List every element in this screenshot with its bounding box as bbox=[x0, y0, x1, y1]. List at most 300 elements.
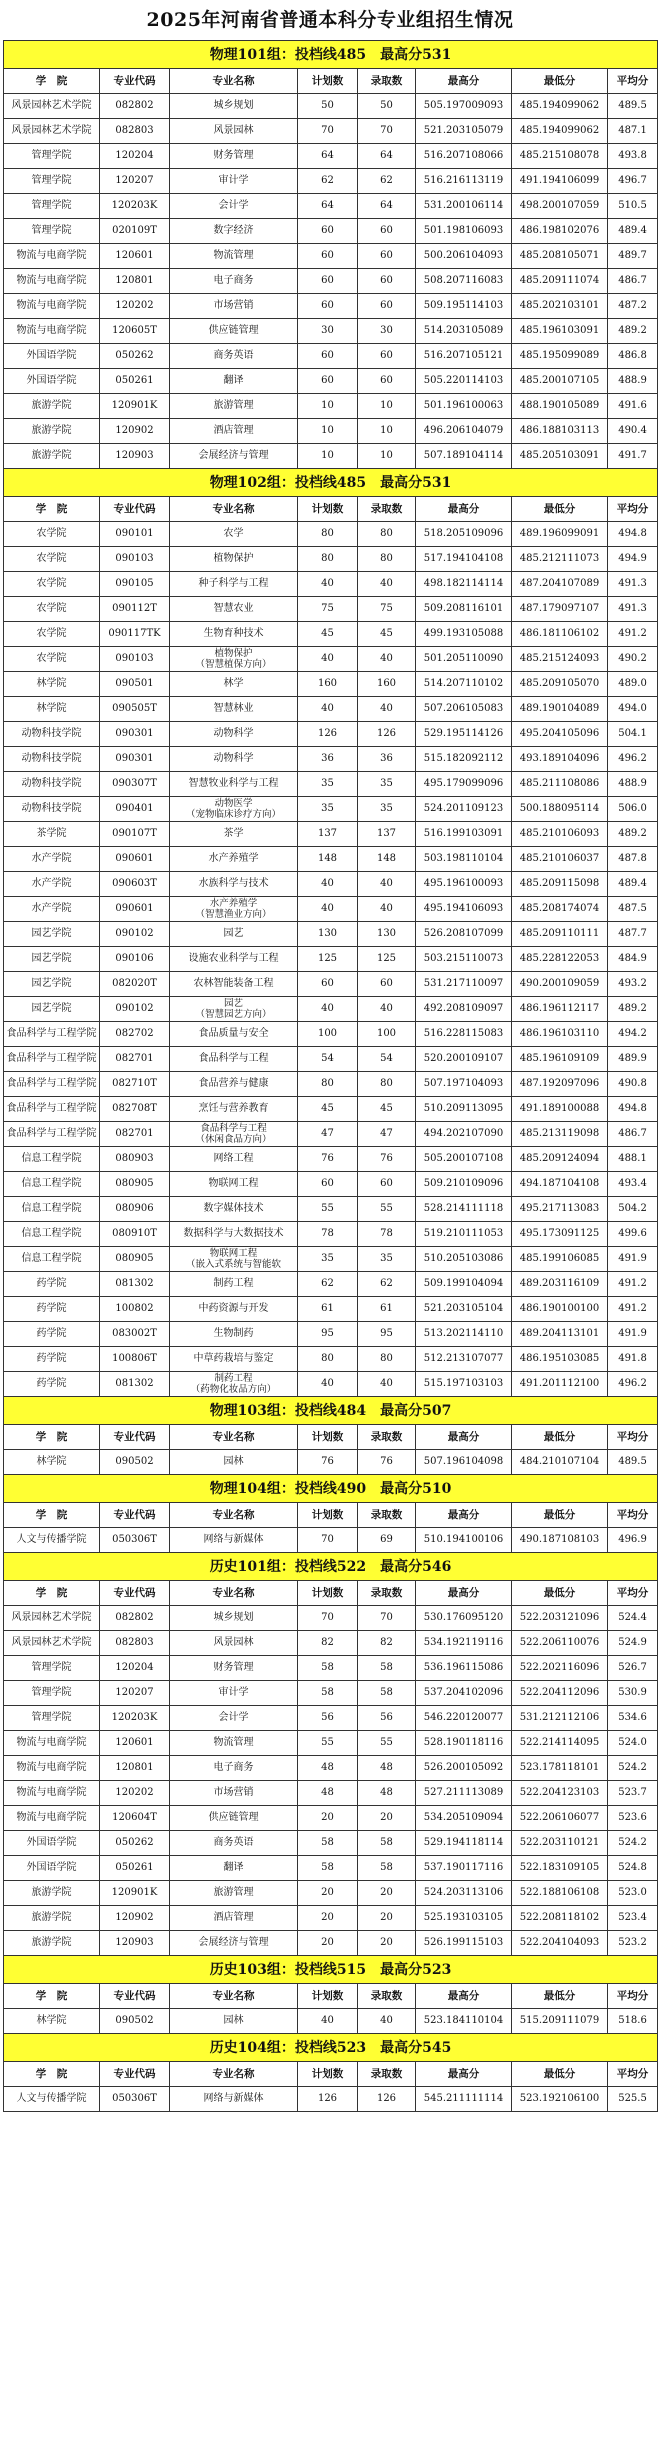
column-header: 计划数 bbox=[298, 1984, 358, 2009]
college-cell: 风景园林艺术学院 bbox=[4, 1631, 100, 1656]
table-row bbox=[4, 1806, 658, 1831]
major-code-cell: 120605T bbox=[100, 319, 170, 344]
major-code-cell: 080906 bbox=[100, 1197, 170, 1222]
college-cell: 信息工程学院 bbox=[4, 1247, 100, 1272]
major-code-cell: 082702 bbox=[100, 1022, 170, 1047]
table-row bbox=[4, 1906, 658, 1931]
major-name-cell: 生物育种技术 bbox=[170, 622, 298, 647]
major-name-cell: 供应链管理 bbox=[170, 1806, 298, 1831]
major-code-cell: 020109T bbox=[100, 219, 170, 244]
major-code-cell: 050262 bbox=[100, 344, 170, 369]
max-score-cell: 526.199115103 bbox=[416, 1931, 512, 1956]
college-cell: 旅游学院 bbox=[4, 1906, 100, 1931]
admit-count-cell: 100 bbox=[358, 1022, 416, 1047]
table-row bbox=[4, 1072, 658, 1097]
avg-score-cell: 494.0 bbox=[608, 697, 658, 722]
major-code-cell: 120207 bbox=[100, 169, 170, 194]
min-score-cell: 485.215108078 bbox=[512, 144, 608, 169]
major-code-cell: 090117TK bbox=[100, 622, 170, 647]
max-score-cell: 515.182092112 bbox=[416, 747, 512, 772]
max-score-cell: 516.228115083 bbox=[416, 1022, 512, 1047]
plan-count-cell: 60 bbox=[298, 219, 358, 244]
plan-count-cell: 82 bbox=[298, 1631, 358, 1656]
major-code-cell: 050306T bbox=[100, 2087, 170, 2112]
college-cell: 管理学院 bbox=[4, 1706, 100, 1731]
min-score-cell: 485.202103101 bbox=[512, 294, 608, 319]
table-row bbox=[4, 1528, 658, 1553]
max-score-cell: 531.217110097 bbox=[416, 972, 512, 997]
major-name-cell: 商务英语 bbox=[170, 344, 298, 369]
college-cell: 动物科技学院 bbox=[4, 722, 100, 747]
plan-count-cell: 20 bbox=[298, 1806, 358, 1831]
table-row bbox=[4, 244, 658, 269]
min-score-cell: 486.198102076 bbox=[512, 219, 608, 244]
college-cell: 风景园林艺术学院 bbox=[4, 94, 100, 119]
admit-count-cell: 40 bbox=[358, 2009, 416, 2034]
max-score-cell: 514.203105089 bbox=[416, 319, 512, 344]
max-score-cell: 519.210111053 bbox=[416, 1222, 512, 1247]
max-score-cell: 516.216113119 bbox=[416, 169, 512, 194]
max-score-cell: 510.209113095 bbox=[416, 1097, 512, 1122]
college-cell: 管理学院 bbox=[4, 169, 100, 194]
max-score-cell: 528.190118116 bbox=[416, 1731, 512, 1756]
college-cell: 食品科学与工程学院 bbox=[4, 1122, 100, 1147]
group-title: 历史104组：投档线523 最高分545 bbox=[4, 2034, 658, 2062]
major-name-cell: 食品科学与工程 （休闲食品方向） bbox=[170, 1122, 298, 1147]
major-name-cell: 食品营养与健康 bbox=[170, 1072, 298, 1097]
min-score-cell: 487.179097107 bbox=[512, 597, 608, 622]
college-cell: 园艺学院 bbox=[4, 997, 100, 1022]
column-header: 计划数 bbox=[298, 1425, 358, 1450]
table-row bbox=[4, 1047, 658, 1072]
plan-count-cell: 47 bbox=[298, 1122, 358, 1147]
table-row bbox=[4, 1222, 658, 1247]
college-cell: 物流与电商学院 bbox=[4, 1731, 100, 1756]
college-cell: 林学院 bbox=[4, 697, 100, 722]
table-row bbox=[4, 1022, 658, 1047]
column-header: 平均分 bbox=[608, 69, 658, 94]
major-code-cell: 090105 bbox=[100, 572, 170, 597]
plan-count-cell: 60 bbox=[298, 294, 358, 319]
plan-count-cell: 78 bbox=[298, 1222, 358, 1247]
admit-count-cell: 50 bbox=[358, 94, 416, 119]
avg-score-cell: 488.1 bbox=[608, 1147, 658, 1172]
avg-score-cell: 493.8 bbox=[608, 144, 658, 169]
avg-score-cell: 489.7 bbox=[608, 244, 658, 269]
major-name-cell: 植物保护 bbox=[170, 547, 298, 572]
major-name-cell: 审计学 bbox=[170, 1681, 298, 1706]
major-name-cell: 风景园林 bbox=[170, 1631, 298, 1656]
min-score-cell: 485.195099089 bbox=[512, 344, 608, 369]
plan-count-cell: 40 bbox=[298, 1372, 358, 1397]
column-header: 专业名称 bbox=[170, 1581, 298, 1606]
column-header: 最高分 bbox=[416, 1503, 512, 1528]
min-score-cell: 486.195103085 bbox=[512, 1347, 608, 1372]
avg-score-cell: 491.2 bbox=[608, 1272, 658, 1297]
avg-score-cell: 525.5 bbox=[608, 2087, 658, 2112]
min-score-cell: 485.210106093 bbox=[512, 822, 608, 847]
min-score-cell: 522.206110076 bbox=[512, 1631, 608, 1656]
college-cell: 动物科技学院 bbox=[4, 797, 100, 822]
major-code-cell: 080910T bbox=[100, 1222, 170, 1247]
min-score-cell: 489.203116109 bbox=[512, 1272, 608, 1297]
column-header: 平均分 bbox=[608, 1984, 658, 2009]
min-score-cell: 522.188106108 bbox=[512, 1881, 608, 1906]
college-cell: 管理学院 bbox=[4, 219, 100, 244]
college-cell: 园艺学院 bbox=[4, 922, 100, 947]
avg-score-cell: 489.4 bbox=[608, 219, 658, 244]
plan-count-cell: 55 bbox=[298, 1197, 358, 1222]
avg-score-cell: 493.2 bbox=[608, 972, 658, 997]
admit-count-cell: 20 bbox=[358, 1881, 416, 1906]
major-name-cell: 智慧牧业科学与工程 bbox=[170, 772, 298, 797]
avg-score-cell: 489.5 bbox=[608, 94, 658, 119]
admit-count-cell: 40 bbox=[358, 997, 416, 1022]
min-score-cell: 489.196099091 bbox=[512, 522, 608, 547]
min-score-cell: 522.208118102 bbox=[512, 1906, 608, 1931]
college-cell: 管理学院 bbox=[4, 1656, 100, 1681]
avg-score-cell: 488.9 bbox=[608, 772, 658, 797]
major-name-cell: 园艺 （智慧园艺方向） bbox=[170, 997, 298, 1022]
table-row bbox=[4, 319, 658, 344]
table-row bbox=[4, 1372, 658, 1397]
major-name-cell: 酒店管理 bbox=[170, 1906, 298, 1931]
min-score-cell: 484.210107104 bbox=[512, 1450, 608, 1475]
major-name-cell: 财务管理 bbox=[170, 144, 298, 169]
avg-score-cell: 487.1 bbox=[608, 119, 658, 144]
plan-count-cell: 80 bbox=[298, 1072, 358, 1097]
college-cell: 物流与电商学院 bbox=[4, 294, 100, 319]
max-score-cell: 492.208109097 bbox=[416, 997, 512, 1022]
major-name-cell: 商务英语 bbox=[170, 1831, 298, 1856]
major-name-cell: 制药工程 bbox=[170, 1272, 298, 1297]
major-name-cell: 智慧林业 bbox=[170, 697, 298, 722]
max-score-cell: 505.197009093 bbox=[416, 94, 512, 119]
college-cell: 物流与电商学院 bbox=[4, 1806, 100, 1831]
plan-count-cell: 35 bbox=[298, 797, 358, 822]
college-cell: 管理学院 bbox=[4, 1681, 100, 1706]
max-score-cell: 495.194106093 bbox=[416, 897, 512, 922]
column-header: 最高分 bbox=[416, 1425, 512, 1450]
avg-score-cell: 491.9 bbox=[608, 1322, 658, 1347]
avg-score-cell: 489.2 bbox=[608, 822, 658, 847]
column-header: 计划数 bbox=[298, 69, 358, 94]
min-score-cell: 493.189104096 bbox=[512, 747, 608, 772]
plan-count-cell: 10 bbox=[298, 444, 358, 469]
major-code-cell: 083002T bbox=[100, 1322, 170, 1347]
min-score-cell: 485.208174074 bbox=[512, 897, 608, 922]
table-row bbox=[4, 647, 658, 672]
plan-count-cell: 58 bbox=[298, 1831, 358, 1856]
admit-count-cell: 80 bbox=[358, 1072, 416, 1097]
plan-count-cell: 137 bbox=[298, 822, 358, 847]
admit-count-cell: 58 bbox=[358, 1656, 416, 1681]
min-score-cell: 485.210106037 bbox=[512, 847, 608, 872]
avg-score-cell: 524.4 bbox=[608, 1606, 658, 1631]
column-header: 专业代码 bbox=[100, 1581, 170, 1606]
table-row bbox=[4, 747, 658, 772]
major-name-cell: 制药工程 （药物化妆品方向） bbox=[170, 1372, 298, 1397]
major-code-cell: 100806T bbox=[100, 1347, 170, 1372]
college-cell: 水产学院 bbox=[4, 897, 100, 922]
admit-count-cell: 10 bbox=[358, 419, 416, 444]
plan-count-cell: 80 bbox=[298, 522, 358, 547]
college-cell: 旅游学院 bbox=[4, 1931, 100, 1956]
table-row bbox=[4, 1831, 658, 1856]
column-header: 录取数 bbox=[358, 497, 416, 522]
major-name-cell: 中草药栽培与鉴定 bbox=[170, 1347, 298, 1372]
major-code-cell: 050261 bbox=[100, 1856, 170, 1881]
major-name-cell: 食品科学与工程 bbox=[170, 1047, 298, 1072]
plan-count-cell: 35 bbox=[298, 1247, 358, 1272]
table-row bbox=[4, 194, 658, 219]
admit-count-cell: 60 bbox=[358, 269, 416, 294]
avg-score-cell: 489.9 bbox=[608, 1047, 658, 1072]
table-row bbox=[4, 1856, 658, 1881]
column-header: 专业名称 bbox=[170, 1984, 298, 2009]
table-row bbox=[4, 169, 658, 194]
major-name-cell: 水产养殖学 bbox=[170, 847, 298, 872]
max-score-cell: 503.215110073 bbox=[416, 947, 512, 972]
plan-count-cell: 80 bbox=[298, 1347, 358, 1372]
table-row bbox=[4, 697, 658, 722]
admit-count-cell: 35 bbox=[358, 1247, 416, 1272]
major-code-cell: 090301 bbox=[100, 722, 170, 747]
plan-count-cell: 60 bbox=[298, 244, 358, 269]
min-score-cell: 495.217113083 bbox=[512, 1197, 608, 1222]
avg-score-cell: 496.7 bbox=[608, 169, 658, 194]
column-header: 最高分 bbox=[416, 1581, 512, 1606]
table-row bbox=[4, 1272, 658, 1297]
group-header bbox=[4, 2034, 658, 2062]
avg-score-cell: 491.8 bbox=[608, 1347, 658, 1372]
admit-count-cell: 10 bbox=[358, 444, 416, 469]
max-score-cell: 536.196115086 bbox=[416, 1656, 512, 1681]
admit-count-cell: 70 bbox=[358, 1606, 416, 1631]
column-header: 专业名称 bbox=[170, 1425, 298, 1450]
max-score-cell: 528.214111118 bbox=[416, 1197, 512, 1222]
min-score-cell: 490.200109059 bbox=[512, 972, 608, 997]
min-score-cell: 485.209115098 bbox=[512, 872, 608, 897]
min-score-cell: 485.205103091 bbox=[512, 444, 608, 469]
min-score-cell: 490.187108103 bbox=[512, 1528, 608, 1553]
plan-count-cell: 20 bbox=[298, 1931, 358, 1956]
plan-count-cell: 20 bbox=[298, 1881, 358, 1906]
plan-count-cell: 10 bbox=[298, 419, 358, 444]
table-row bbox=[4, 572, 658, 597]
admit-count-cell: 82 bbox=[358, 1631, 416, 1656]
college-cell: 农学院 bbox=[4, 572, 100, 597]
plan-count-cell: 60 bbox=[298, 344, 358, 369]
plan-count-cell: 70 bbox=[298, 1528, 358, 1553]
max-score-cell: 505.200107108 bbox=[416, 1147, 512, 1172]
college-cell: 林学院 bbox=[4, 672, 100, 697]
major-code-cell: 120901K bbox=[100, 394, 170, 419]
college-cell: 外国语学院 bbox=[4, 1831, 100, 1856]
major-code-cell: 120601 bbox=[100, 244, 170, 269]
table-row bbox=[4, 294, 658, 319]
table-row bbox=[4, 1706, 658, 1731]
avg-score-cell: 524.0 bbox=[608, 1731, 658, 1756]
major-code-cell: 120207 bbox=[100, 1681, 170, 1706]
table-row bbox=[4, 1756, 658, 1781]
min-score-cell: 491.194106099 bbox=[512, 169, 608, 194]
college-cell: 外国语学院 bbox=[4, 369, 100, 394]
plan-count-cell: 40 bbox=[298, 697, 358, 722]
min-score-cell: 495.204105096 bbox=[512, 722, 608, 747]
table-row bbox=[4, 369, 658, 394]
college-cell: 管理学院 bbox=[4, 144, 100, 169]
table-row bbox=[4, 1450, 658, 1475]
max-score-cell: 515.197103103 bbox=[416, 1372, 512, 1397]
group-header bbox=[4, 1397, 658, 1425]
major-code-cell: 120203K bbox=[100, 194, 170, 219]
avg-score-cell: 486.7 bbox=[608, 1122, 658, 1147]
column-header: 录取数 bbox=[358, 1581, 416, 1606]
plan-count-cell: 20 bbox=[298, 1906, 358, 1931]
column-header: 最低分 bbox=[512, 1425, 608, 1450]
min-score-cell: 486.190100100 bbox=[512, 1297, 608, 1322]
max-score-cell: 496.206104079 bbox=[416, 419, 512, 444]
major-name-cell: 物联网工程 （嵌入式系统与智能软 bbox=[170, 1247, 298, 1272]
column-header: 最低分 bbox=[512, 69, 608, 94]
college-cell: 园艺学院 bbox=[4, 972, 100, 997]
college-cell: 食品科学与工程学院 bbox=[4, 1097, 100, 1122]
major-code-cell: 120204 bbox=[100, 1656, 170, 1681]
min-score-cell: 485.228122053 bbox=[512, 947, 608, 972]
plan-count-cell: 100 bbox=[298, 1022, 358, 1047]
min-score-cell: 485.194099062 bbox=[512, 119, 608, 144]
college-cell: 外国语学院 bbox=[4, 1856, 100, 1881]
column-header: 最高分 bbox=[416, 2062, 512, 2087]
admit-count-cell: 76 bbox=[358, 1450, 416, 1475]
avg-score-cell: 491.9 bbox=[608, 1247, 658, 1272]
plan-count-cell: 48 bbox=[298, 1756, 358, 1781]
avg-score-cell: 518.6 bbox=[608, 2009, 658, 2034]
major-name-cell: 农学 bbox=[170, 522, 298, 547]
major-name-cell: 生物制药 bbox=[170, 1322, 298, 1347]
major-code-cell: 082701 bbox=[100, 1047, 170, 1072]
column-header: 学 院 bbox=[4, 1503, 100, 1528]
major-name-cell: 风景园林 bbox=[170, 119, 298, 144]
plan-count-cell: 36 bbox=[298, 747, 358, 772]
avg-score-cell: 490.8 bbox=[608, 1072, 658, 1097]
table-row bbox=[4, 1172, 658, 1197]
major-code-cell: 080905 bbox=[100, 1172, 170, 1197]
plan-count-cell: 58 bbox=[298, 1656, 358, 1681]
avg-score-cell: 523.6 bbox=[608, 1806, 658, 1831]
major-name-cell: 电子商务 bbox=[170, 1756, 298, 1781]
major-name-cell: 林学 bbox=[170, 672, 298, 697]
college-cell: 管理学院 bbox=[4, 194, 100, 219]
college-cell: 人文与传播学院 bbox=[4, 1528, 100, 1553]
admit-count-cell: 40 bbox=[358, 1372, 416, 1397]
major-code-cell: 082701 bbox=[100, 1122, 170, 1147]
min-score-cell: 488.190105089 bbox=[512, 394, 608, 419]
column-header: 最低分 bbox=[512, 1503, 608, 1528]
admit-count-cell: 125 bbox=[358, 947, 416, 972]
min-score-cell: 500.188095114 bbox=[512, 797, 608, 822]
college-cell: 物流与电商学院 bbox=[4, 1781, 100, 1806]
table-row bbox=[4, 972, 658, 997]
min-score-cell: 487.204107089 bbox=[512, 572, 608, 597]
avg-score-cell: 491.2 bbox=[608, 622, 658, 647]
max-score-cell: 501.196100063 bbox=[416, 394, 512, 419]
min-score-cell: 485.212111073 bbox=[512, 547, 608, 572]
major-name-cell: 园林 bbox=[170, 2009, 298, 2034]
max-score-cell: 509.195114103 bbox=[416, 294, 512, 319]
avg-score-cell: 506.0 bbox=[608, 797, 658, 822]
plan-count-cell: 60 bbox=[298, 369, 358, 394]
major-code-cell: 090103 bbox=[100, 547, 170, 572]
max-score-cell: 521.203105079 bbox=[416, 119, 512, 144]
major-code-cell: 090103 bbox=[100, 647, 170, 672]
table-row bbox=[4, 997, 658, 1022]
min-score-cell: 486.196103110 bbox=[512, 1022, 608, 1047]
avg-score-cell: 524.8 bbox=[608, 1856, 658, 1881]
major-name-cell: 动物科学 bbox=[170, 747, 298, 772]
min-score-cell: 485.209105070 bbox=[512, 672, 608, 697]
plan-count-cell: 54 bbox=[298, 1047, 358, 1072]
college-cell: 药学院 bbox=[4, 1272, 100, 1297]
max-score-cell: 495.196100093 bbox=[416, 872, 512, 897]
plan-count-cell: 60 bbox=[298, 972, 358, 997]
column-header: 录取数 bbox=[358, 1984, 416, 2009]
major-name-cell: 食品质量与安全 bbox=[170, 1022, 298, 1047]
admit-count-cell: 60 bbox=[358, 244, 416, 269]
plan-count-cell: 60 bbox=[298, 1172, 358, 1197]
column-header: 学 院 bbox=[4, 69, 100, 94]
table-row bbox=[4, 622, 658, 647]
plan-count-cell: 40 bbox=[298, 572, 358, 597]
admit-count-cell: 47 bbox=[358, 1122, 416, 1147]
table-row bbox=[4, 1881, 658, 1906]
min-score-cell: 485.209124094 bbox=[512, 1147, 608, 1172]
major-code-cell: 090112T bbox=[100, 597, 170, 622]
avg-score-cell: 494.8 bbox=[608, 522, 658, 547]
college-cell: 动物科技学院 bbox=[4, 772, 100, 797]
admit-count-cell: 126 bbox=[358, 2087, 416, 2112]
admit-count-cell: 58 bbox=[358, 1856, 416, 1881]
college-cell: 食品科学与工程学院 bbox=[4, 1022, 100, 1047]
avg-score-cell: 524.2 bbox=[608, 1756, 658, 1781]
major-code-cell: 090601 bbox=[100, 897, 170, 922]
major-name-cell: 市场营销 bbox=[170, 1781, 298, 1806]
max-score-cell: 526.200105092 bbox=[416, 1756, 512, 1781]
college-cell: 旅游学院 bbox=[4, 394, 100, 419]
column-header-row bbox=[4, 1984, 658, 2009]
column-header: 专业代码 bbox=[100, 69, 170, 94]
plan-count-cell: 40 bbox=[298, 897, 358, 922]
major-code-cell: 120801 bbox=[100, 269, 170, 294]
table-row bbox=[4, 522, 658, 547]
min-score-cell: 489.204113101 bbox=[512, 1322, 608, 1347]
major-code-cell: 120601 bbox=[100, 1731, 170, 1756]
admit-count-cell: 45 bbox=[358, 1097, 416, 1122]
max-score-cell: 524.201109123 bbox=[416, 797, 512, 822]
avg-score-cell: 499.6 bbox=[608, 1222, 658, 1247]
plan-count-cell: 76 bbox=[298, 1450, 358, 1475]
column-header: 专业名称 bbox=[170, 69, 298, 94]
avg-score-cell: 496.9 bbox=[608, 1528, 658, 1553]
min-score-cell: 522.214114095 bbox=[512, 1731, 608, 1756]
min-score-cell: 485.200107105 bbox=[512, 369, 608, 394]
major-name-cell: 茶学 bbox=[170, 822, 298, 847]
major-name-cell: 园艺 bbox=[170, 922, 298, 947]
college-cell: 旅游学院 bbox=[4, 419, 100, 444]
max-score-cell: 500.206104093 bbox=[416, 244, 512, 269]
plan-count-cell: 40 bbox=[298, 2009, 358, 2034]
